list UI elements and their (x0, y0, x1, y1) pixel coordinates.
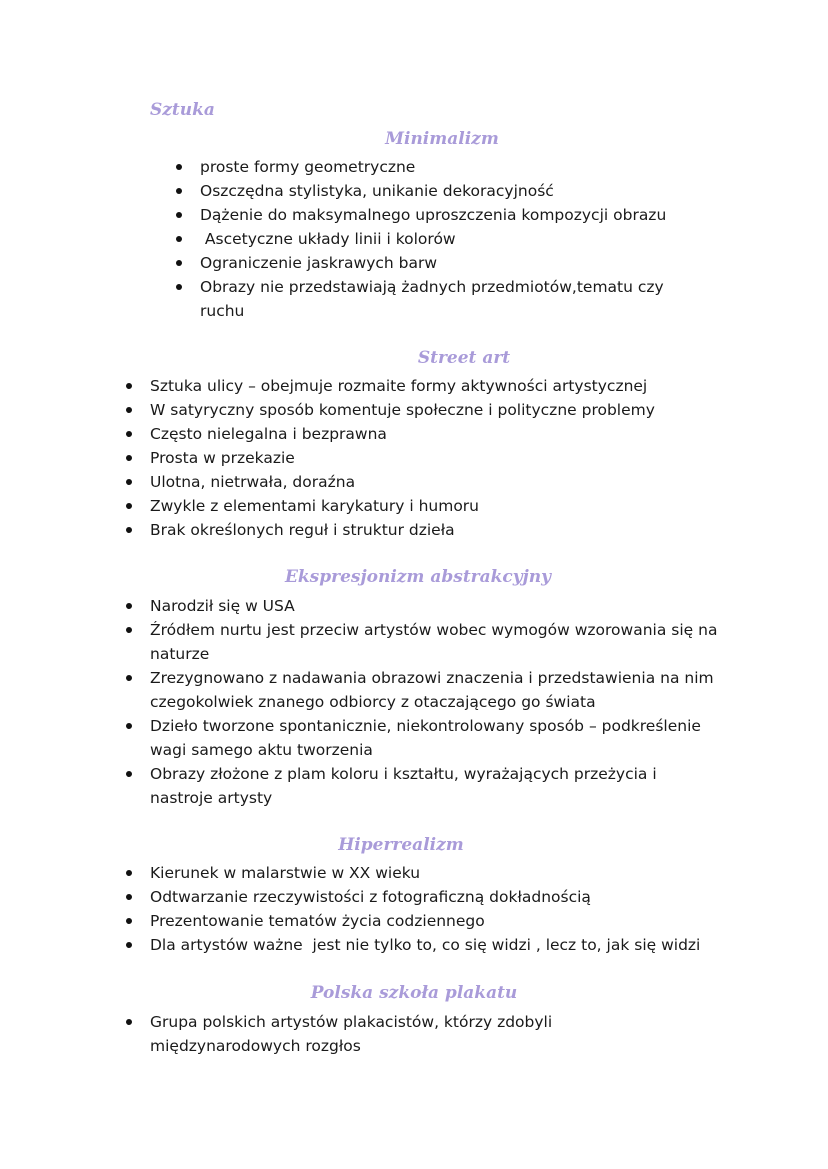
bullet-list-minimalizm (175, 155, 735, 323)
list-item: Narodził się w USA (125, 594, 745, 618)
section-heading-polska-szkola-plakatu: Polska szkoła plakatu (310, 983, 518, 1003)
list-item: W satyryczny sposób komentuje społeczne i polityczne problemy (125, 398, 765, 422)
list-item: Często nielegalna i bezprawna (125, 422, 765, 446)
bullet-list-street-art (125, 374, 765, 542)
section-heading-hiperrealizm: Hiperrealizm (338, 835, 464, 855)
list-item: Oszczędna stylistyka, unikanie dekoracyjność (175, 179, 735, 203)
list-item: Dzieło tworzone spontanicznie, niekontrolowany sposób – podkreślenie wagi samego aktu tworzenia (125, 714, 730, 762)
list-item: Sztuka ulicy – obejmuje rozmaite formy aktywności artystycznej (125, 374, 765, 398)
section-heading-minimalizm: Minimalizm (385, 129, 499, 149)
bullet-list-polska-szkola-plakatu (125, 1010, 685, 1058)
list-item: Dla artystów ważne jest nie tylko to, co się widzi , lecz to, jak się widzi (125, 933, 785, 957)
list-item: proste formy geometryczne (175, 155, 735, 179)
list-item: Prezentowanie tematów życia codziennego (125, 909, 785, 933)
list-item: Ograniczenie jaskrawych barw (175, 251, 735, 275)
list-item: Ulotna, nietrwała, doraźna (125, 470, 765, 494)
section-heading-ekspresjonizm: Ekspresjonizm abstrakcyjny (284, 567, 552, 587)
list-item: Kierunek w malarstwie w XX wieku (125, 861, 785, 885)
list-item: Odtwarzanie rzeczywistości z fotograficzną dokładnością (125, 885, 785, 909)
bullet-list-hiperrealizm (125, 861, 785, 957)
list-item: Dążenie do maksymalnego uproszczenia kompozycji obrazu (175, 203, 735, 227)
document-title: Sztuka (150, 100, 215, 120)
list-item: Prosta w przekazie (125, 446, 765, 470)
list-item: Brak określonych reguł i struktur dzieła (125, 518, 765, 542)
bullet-list-ekspresjonizm (125, 594, 745, 810)
list-item: Obrazy złożone z plam koloru i kształtu, wyrażających przeżycia i nastroje artysty (125, 762, 690, 810)
list-item: Zrezygnowano z nadawania obrazowi znaczenia i przedstawienia na nim czegokolwiek znanego odbiorcy z otaczającego go świata (125, 666, 715, 714)
list-item: Obrazy nie przedstawiają żadnych przedmiotów,tematu czy ruchu (175, 275, 685, 323)
list-item: Grupa polskich artystów plakacistów, którzy zdobyli międzynarodowych rozgłos (125, 1010, 600, 1058)
section-heading-street-art: Street art (417, 348, 511, 368)
list-item: Ascetyczne układy linii i kolorów (175, 227, 735, 251)
list-item: Źródłem nurtu jest przeciw artystów wobec wymogów wzorowania się na naturze (125, 618, 725, 666)
list-item: Zwykle z elementami karykatury i humoru (125, 494, 765, 518)
